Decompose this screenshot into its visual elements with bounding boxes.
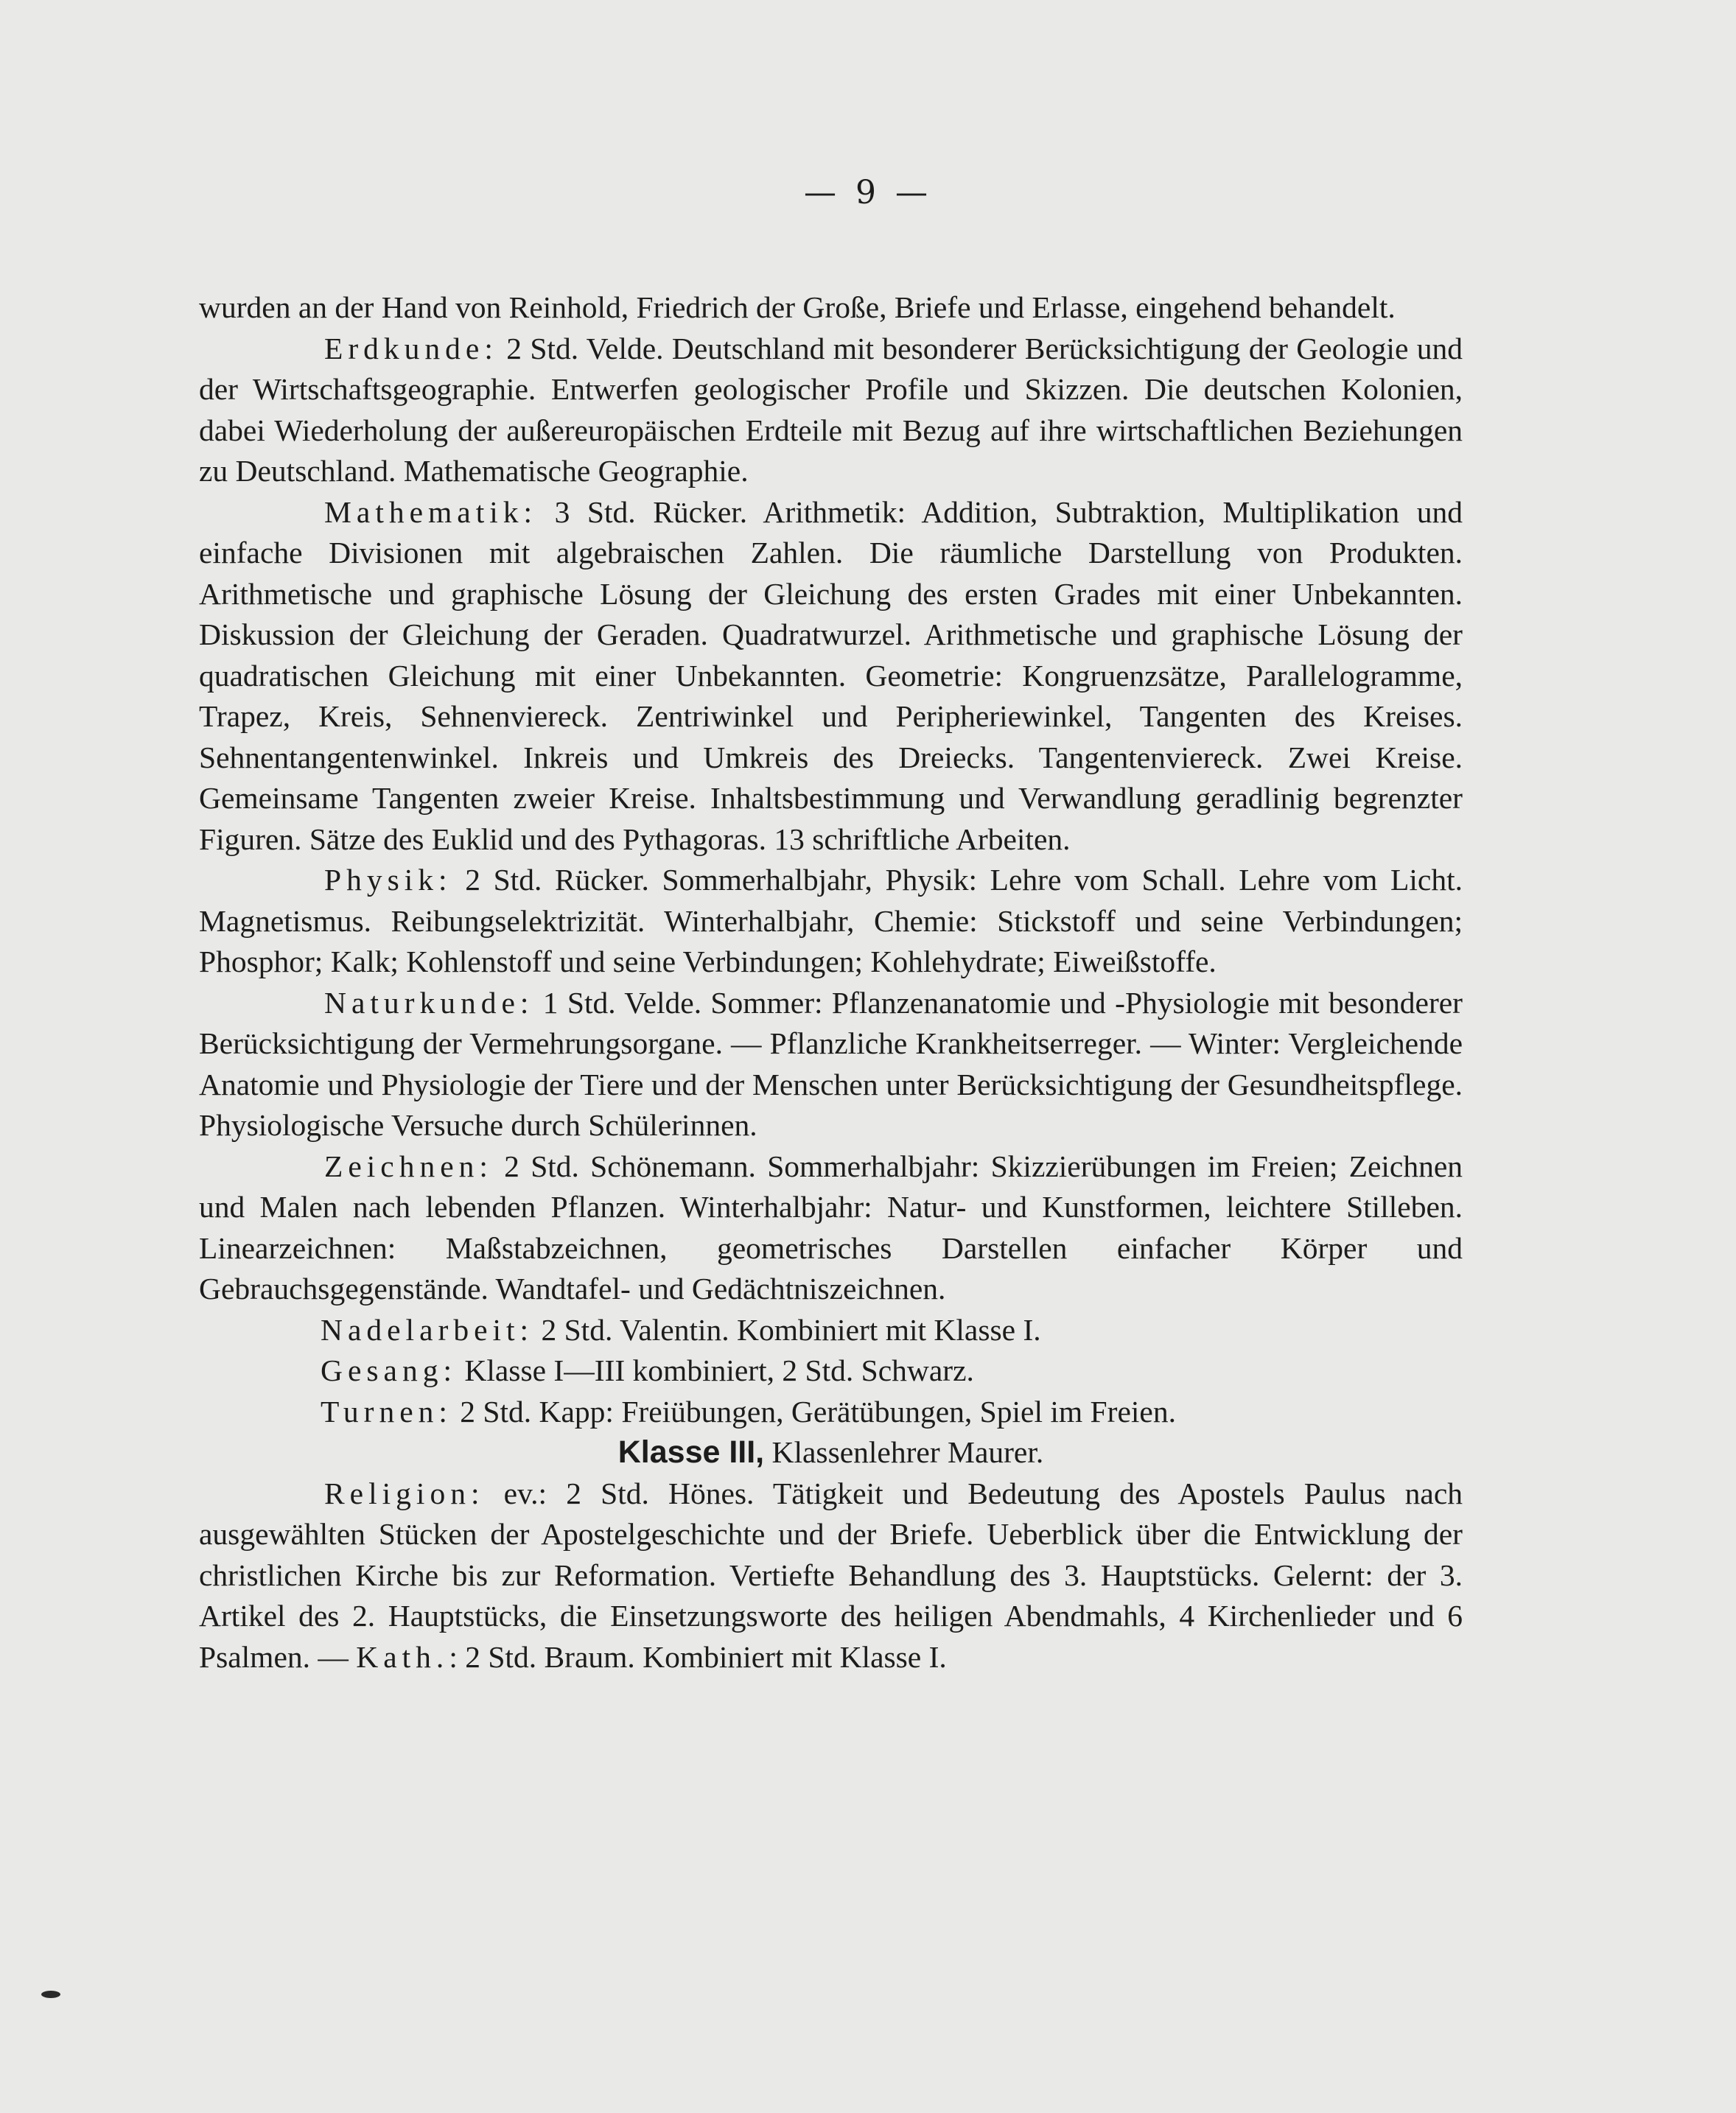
subject-label-kath: Kath. [356, 1639, 449, 1674]
body-text [199, 287, 1463, 1678]
paragraph-text: 1 Std. Velde. Sommer: Pflanzenanatomie und -Physiologie mit besonderer Berücksichtigung der Vermehrungsorgane. — Pflanzliche Krankheitserreger. — Winter: Vergleichende Anatomie und Physiologie der Tiere und der Menschen unter Berücksichtigung der Gesundheitspflege. Physiologische Versuche durch Schülerinnen. [199, 985, 1463, 1142]
subject-label: Erdkunde: [324, 331, 498, 365]
section-heading [199, 1432, 1463, 1474]
subject-label: Zeichnen: [324, 1149, 493, 1183]
paragraph-erdkunde [199, 329, 1463, 492]
subject-label: Gesang: [321, 1353, 457, 1387]
subject-label: Physik: [324, 863, 452, 897]
paragraph-mathematik [199, 492, 1463, 861]
paragraph-text: 2 Std. Rücker. Sommerhalbjahr, Physik: Lehre vom Schall. Lehre vom Licht. Magnetismus. Reibungselektrizität. Winterhalbjahr, Chemie: Stickstoff und seine Verbindungen; Phosphor; Kalk; Kohlenstoff und seine Verbindungen; Kohlehydrate; Eiweißstoffe. [199, 863, 1463, 978]
subject-label: Naturkunde: [324, 985, 534, 1020]
section-heading-rest: Klassenlehrer Maurer. [764, 1435, 1044, 1469]
paragraph-text: wurden an der Hand von Reinhold, Friedrich der Große, Briefe und Erlasse, eingehend behandelt. [199, 290, 1396, 324]
paragraph-gesang [199, 1350, 1463, 1392]
section-heading-bold: Klasse III, [617, 1434, 765, 1470]
paragraph-intro [199, 287, 1463, 329]
subject-label: Mathematik: [324, 494, 538, 529]
paragraph-text: Klasse I—III kombiniert, 2 Std. Schwarz. [457, 1353, 974, 1387]
paragraph-nadelarbeit [199, 1310, 1463, 1351]
paragraph-text: 3 Std. Rücker. Arithmetik: Addition, Subtraktion, Multiplikation und einfache Divisionen mit algebraischen Zahlen. Die räumliche Darstellung von Produkten. Arithmetische und graphische Lösung der Gleichung des ersten Grades mit einer Unbekannten. Diskussion der Gleichung der Geraden. Quadratwurzel. Arithmetische und graphische Lösung der quadratischen Gleichung mit einer Unbekannten. Geometrie: Kongruenzsätze, Parallelogramme, Trapez, Kreis, Sehnenviereck. Zentriwinkel und Peripheriewinkel, Tangenten des Kreises. Sehnentangentenwinkel. Inkreis und Umkreis des Dreiecks. Tangentenviereck. Zwei Kreise. Gemeinsame Tangenten zweier Kreise. Inhaltsbestimmung und Verwandlung geradlinig begrenzter Figuren. Sätze des Euklid und des Pythagoras. 13 schriftliche Arbeiten. [199, 494, 1463, 856]
subject-label: Turnen: [321, 1394, 452, 1429]
ink-speck [41, 1991, 60, 1998]
paragraph-zeichnen [199, 1146, 1463, 1310]
page-number: — 9 — [804, 174, 932, 211]
paragraph-religion [199, 1474, 1463, 1678]
subject-label: Religion: [324, 1476, 485, 1510]
paragraph-naturkunde [199, 983, 1463, 1146]
paragraph-text: ev.: 2 Std. Hönes. Tätigkeit und Bedeutung des Apostels Paulus nach ausgewählten Stücken der Apostelgeschichte und der Briefe. Ueberblick über die Entwicklung der christlichen Kirche bis zur Reformation. Vertiefte Behandlung des 3. Hauptstücks. Gelernt: der 3. Artikel des 2. Hauptstücks, die Einsetzungsworte des heiligen Abendmahls, 4 Kirchenlieder und 6 Psalmen. — [199, 1476, 1463, 1674]
paragraph-text: 2 Std. Schönemann. Sommerhalbjahr: Skizzierübungen im Freien; Zeichnen und Malen nach lebenden Pflanzen. Winterhalbjahr: Natur- und Kunstformen, leichtere Stilleben. Linearzeichnen: Maßstabzeichnen, geometrisches Darstellen einfacher Körper und Gebrauchsgegenstände. Wandtafel- und Gedächtniszeichnen. [199, 1149, 1463, 1306]
paragraph-text: 2 Std. Velde. Deutschland mit besonderer Berücksichtigung der Geologie und der Wirtschaftsgeographie. Entwerfen geologischer Profile und Skizzen. Die deutschen Kolonien, dabei Wiederholung der außereuropäischen Erdteile mit Bezug auf ihre wirtschaftlichen Beziehungen zu Deutschland. Mathematische Geographie. [199, 331, 1463, 488]
subject-label: Nadelarbeit: [321, 1312, 534, 1347]
paragraph-turnen [199, 1392, 1463, 1433]
paragraph-text: 2 Std. Valentin. Kombiniert mit Klasse I. [533, 1312, 1041, 1347]
paragraph-text: : 2 Std. Braum. Kombiniert mit Klasse I. [449, 1639, 947, 1674]
paragraph-text: 2 Std. Kapp: Freiübungen, Gerätübungen, Spiel im Freien. [452, 1394, 1176, 1429]
paragraph-physik [199, 860, 1463, 983]
